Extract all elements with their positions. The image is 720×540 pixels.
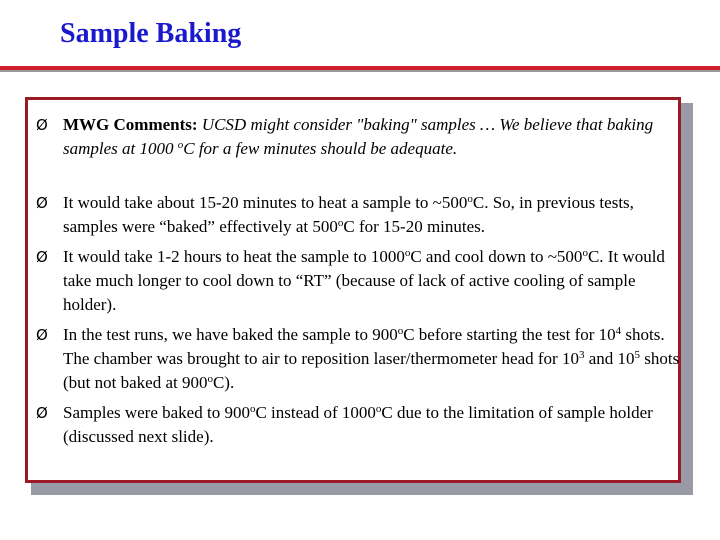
bullet-text: UCSD might consider "baking" samples … We believe that baking samples at 1000 [63, 115, 654, 158]
bullet-text: C instead of 1000 [255, 403, 376, 422]
exponent-sup: 5 [634, 349, 641, 361]
bullet-text: C. It would take much longer to cool down to “RT” (because of lack of active cooling of sample holder). [63, 247, 665, 314]
bullet-text: C and cool down to ~500 [410, 247, 583, 266]
bullet-text: C before starting the test for 10 [403, 325, 616, 344]
degree-sup: o [404, 247, 411, 259]
bullet-text: It would take 1-2 hours to heat the sample to 1000 [63, 247, 405, 266]
degree-sup: o [467, 193, 473, 205]
bullet-text: and 10 [584, 349, 635, 368]
degree-sup: o [397, 325, 404, 337]
bullet-text: In the test runs, we have baked the sample to 900 [63, 325, 398, 344]
bullet-label: MWG Comments: [63, 115, 198, 134]
degree-sup: o [337, 217, 344, 229]
bullet-arrow-icon: Ø [36, 404, 48, 422]
bullet-text: It would take about 15-20 minutes to heat a sample to ~500 [63, 193, 468, 212]
degree-sup: o [177, 139, 184, 151]
bullet-text: Samples were baked to 900 [63, 403, 250, 422]
title-rule-shadow [0, 70, 720, 72]
bullet-text: shots (but not baked at 900 [63, 349, 680, 392]
exponent-sup: 3 [578, 349, 585, 361]
slide-title: Sample Baking [60, 18, 242, 49]
bullet-text: shots. The chamber was brought to air to reposition laser/thermometer head for 10 [63, 325, 665, 368]
bullet-arrow-icon: Ø [36, 194, 48, 212]
bullet-mwg-comments [36, 113, 686, 161]
degree-sup: o [582, 247, 588, 259]
bullet-list [36, 113, 686, 449]
bullet-test-runs [36, 323, 686, 395]
degree-sup: o [375, 403, 382, 415]
bullet-text: C). [212, 373, 235, 392]
bullet-text: C. So, in previous tests, samples were “baked” effectively at 500 [63, 193, 634, 236]
degree-sup: o [249, 403, 256, 415]
bullet-arrow-icon: Ø [36, 326, 48, 344]
bullet-heat-time [36, 191, 686, 239]
exponent-sup: 4 [615, 325, 622, 337]
bullet-arrow-icon: Ø [36, 116, 48, 134]
degree-sup: o [207, 373, 213, 385]
bullet-text: C due to the limitation of sample holder (discussed next slide). [63, 403, 653, 446]
bullet-cool-down [36, 245, 686, 317]
bullet-text: C for 15-20 minutes. [343, 217, 486, 236]
bullet-text: C for a few minutes should be adequate. [183, 139, 458, 158]
bullet-arrow-icon: Ø [36, 248, 48, 266]
bullet-limitation [36, 401, 686, 449]
